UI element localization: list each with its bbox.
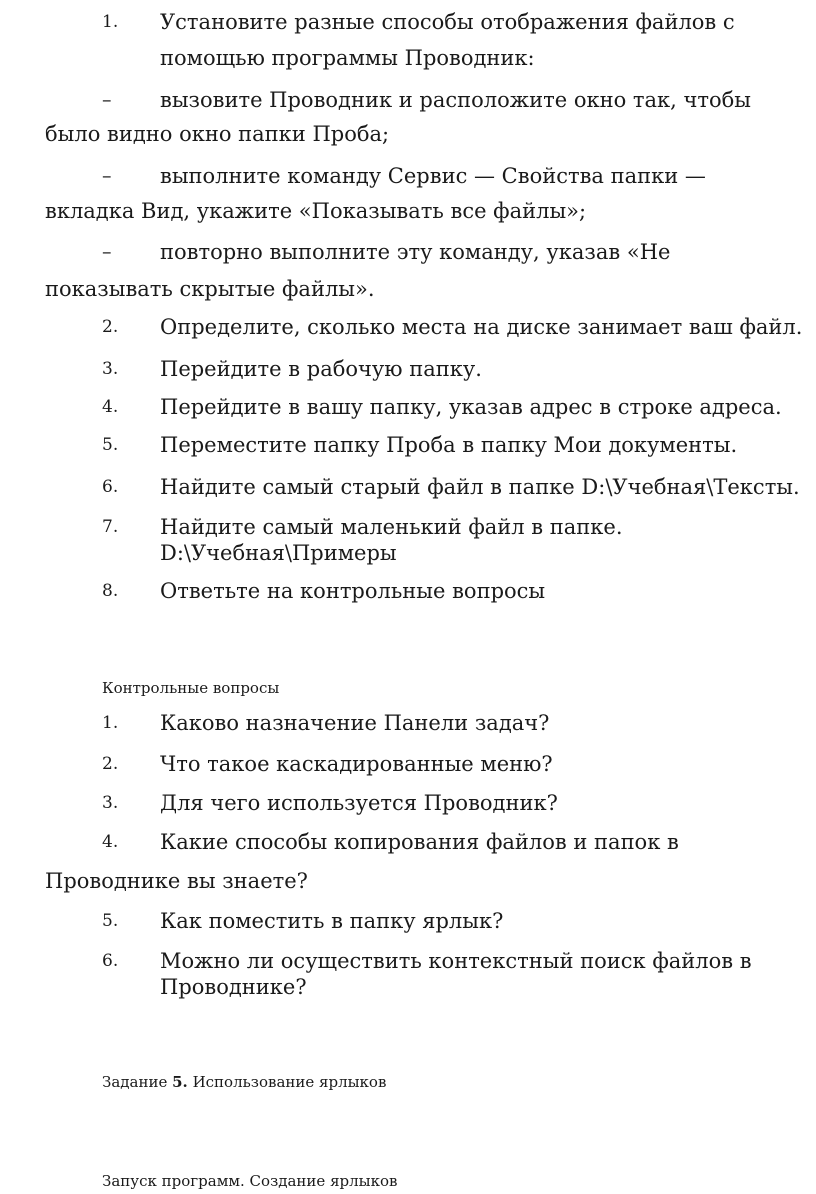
question-text-continued: Проводнике вы знаете?	[45, 869, 308, 893]
question-text: Какие способы копирования файлов и папок в	[160, 830, 679, 854]
bullet-dash: –	[102, 89, 112, 111]
step-text: Найдите самый старый файл в папке D:\Учебная\Тексты.	[160, 475, 800, 499]
step-text: Ответьте на контрольные вопросы	[160, 579, 546, 603]
question-number: 6.	[102, 951, 119, 971]
bullet-text: вызовите Проводник и расположите окно так, чтобы	[160, 88, 752, 112]
step-number: 5.	[102, 435, 119, 455]
task-prefix: Задание	[102, 1073, 168, 1091]
step-text: Найдите самый маленький файл в папке.	[160, 515, 623, 539]
bullet-text: повторно выполните эту команду, указав «Не	[160, 240, 671, 264]
question-number: 1.	[102, 713, 119, 733]
bullet-text-continued: было видно окно папки Проба;	[45, 122, 390, 146]
question-number: 4.	[102, 832, 119, 852]
question-text: Что такое каскадированные меню?	[160, 752, 553, 776]
question-number: 3.	[102, 793, 119, 813]
task-heading	[102, 1072, 386, 1092]
question-text: Для чего используется Проводник?	[160, 791, 558, 815]
step-text: Переместите папку Проба в папку Мои документы.	[160, 433, 738, 457]
step-number: 2.	[102, 317, 119, 337]
task-title: Использование ярлыков	[192, 1073, 387, 1091]
step-number: 3.	[102, 359, 119, 379]
step-text: Перейдите в вашу папку, указав адрес в строке адреса.	[160, 395, 782, 419]
step-text-continued: D:\Учебная\Примеры	[160, 541, 397, 565]
bullet-text: выполните команду Сервис — Свойства папки —	[160, 164, 706, 188]
bullet-text-continued: показывать скрытые файлы».	[45, 277, 375, 301]
bullet-dash: –	[102, 241, 112, 263]
step-number: 8.	[102, 581, 119, 601]
question-number: 2.	[102, 754, 119, 774]
subheading: Запуск программ. Создание ярлыков	[102, 1172, 398, 1190]
step-text-continued: помощью программы Проводник:	[160, 46, 535, 70]
task-number: 5.	[172, 1073, 188, 1091]
question-text: Можно ли осуществить контекстный поиск файлов в	[160, 949, 752, 973]
step-text: Установите разные способы отображения файлов с	[160, 10, 735, 34]
step-number: 6.	[102, 477, 119, 497]
bullet-text-continued: вкладка Вид, укажите «Показывать все файлы»;	[45, 199, 587, 223]
step-text: Определите, сколько места на диске занимает ваш файл.	[160, 315, 803, 339]
step-number: 1.	[102, 12, 119, 32]
question-text-continued: Проводнике?	[160, 975, 307, 999]
control-questions-heading: Контрольные вопросы	[102, 679, 280, 697]
bullet-dash: –	[102, 165, 112, 187]
step-number: 4.	[102, 397, 119, 417]
step-text: Перейдите в рабочую папку.	[160, 357, 482, 381]
question-text: Как поместить в папку ярлык?	[160, 909, 504, 933]
step-number: 7.	[102, 517, 119, 537]
question-number: 5.	[102, 911, 119, 931]
question-text: Каково назначение Панели задач?	[160, 711, 550, 735]
